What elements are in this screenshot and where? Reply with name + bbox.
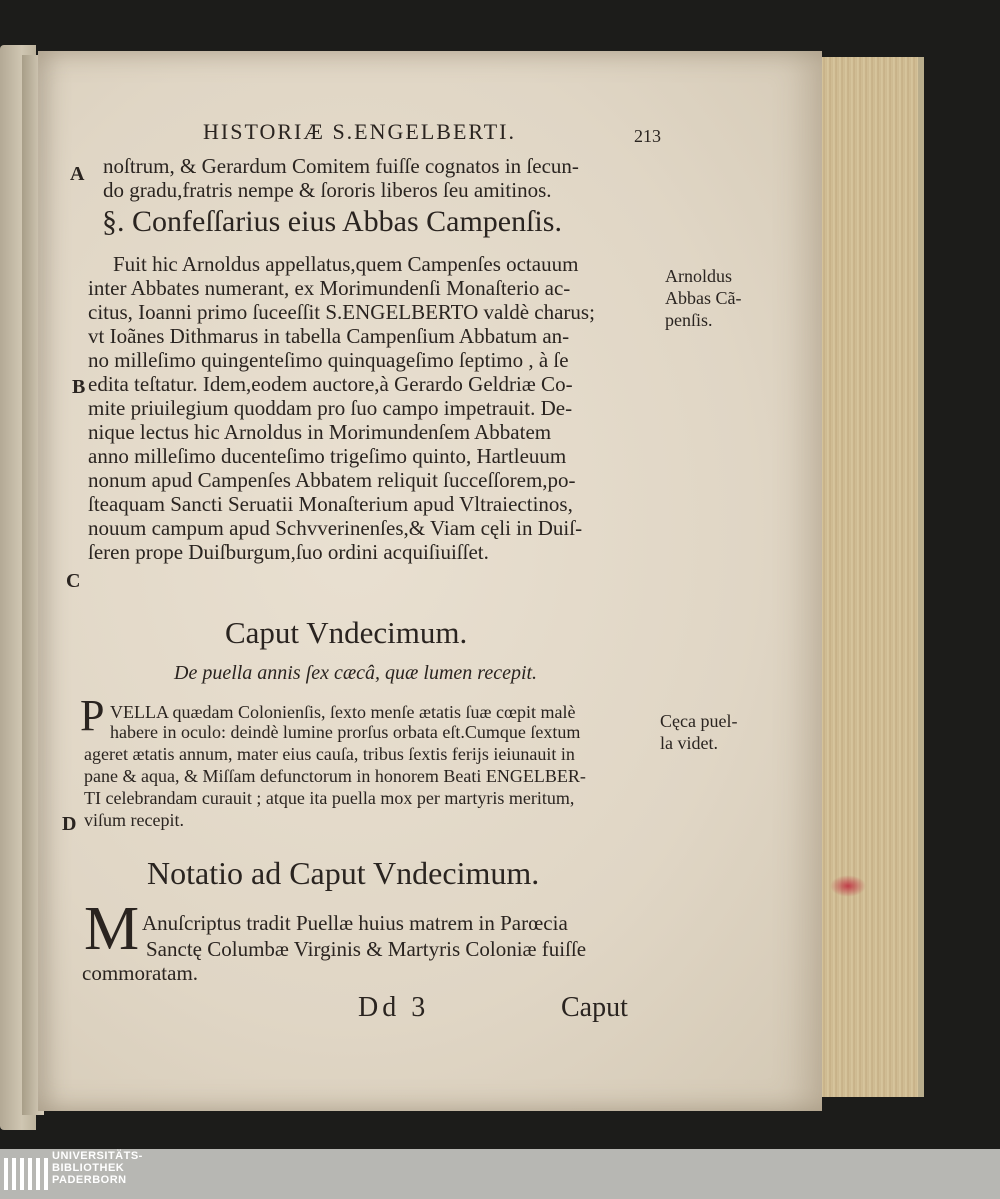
text-line: Fuit hic Arnoldus appellatus,quem Campenſes octauum — [113, 252, 579, 276]
drop-cap-p: P — [80, 691, 105, 740]
text-line: ageret ætatis annum, mater eius cauſa, tribus ſextis ferijs ieiunauit in — [84, 744, 575, 764]
text-line: nique lectus hic Arnoldus in Morimundenſem Abbatem — [88, 420, 552, 444]
section-heading: §. Confeſſarius eius Abbas Campenſis. — [102, 205, 562, 238]
side-note-line: Arnoldus — [665, 266, 732, 286]
drop-cap-m: M — [84, 895, 140, 963]
chapter-title: Caput Vndecimum. — [225, 615, 468, 650]
text-line: inter Abbates numerant, ex Morimundenſi Monaſterio ac- — [88, 276, 571, 300]
text-line: citus, Ioanni primo ſuceeſſit S.ENGELBERTO valdè charus; — [88, 300, 595, 324]
text-line: habere in oculo: deindè lumine prorſus orbata eſt.Cumque ſextum — [110, 722, 581, 742]
text-line: edita teſtatur. Idem,eodem auctore,à Gerardo Geldriæ Co- — [88, 372, 573, 396]
text-line: mite priuilegium quoddam pro ſuo campo impetrauit. De- — [88, 396, 573, 420]
text-line: nouum campum apud Schvverinenſes,& Viam cęli in Duiſ- — [88, 516, 583, 540]
side-note-line: Cęca puel- — [660, 711, 738, 731]
text-line: anno milleſimo ducenteſimo trigeſimo quinto, Hartleuum — [88, 444, 567, 468]
library-name-line: BIBLIOTHEK — [52, 1162, 125, 1174]
page-number: 213 — [634, 126, 661, 146]
text-line: viſum recepit. — [84, 810, 184, 830]
text-line: commoratam. — [82, 961, 199, 985]
text-line: VELLA quædam Colonienſis, ſexto menſe ætatis ſuæ cœpit malè — [110, 702, 576, 722]
text-line: nonum apud Campenſes Abbatem reliquit ſucceſſorem,po- — [88, 468, 576, 492]
side-note-line: Abbas Cã- — [665, 288, 742, 308]
text-line: do gradu,fratris nempe & ſororis liberos ſeu amitinos. — [103, 178, 552, 202]
side-note-line: la videt. — [660, 733, 718, 753]
running-head: HISTORIÆ S.ENGELBERTI. — [203, 119, 516, 144]
text-line: no milleſimo quingenteſimo quinquageſimo ſeptimo , à ſe — [88, 348, 569, 372]
text-line: Anuſcriptus tradit Puellæ huius matrem in Parœcia — [142, 911, 568, 935]
library-name-line: PADERBORN — [52, 1174, 127, 1186]
notatio-heading: Notatio ad Caput Vndecimum. — [147, 855, 540, 891]
library-name-line: UNIVERSITÄTS- — [52, 1150, 143, 1162]
text-line: Sanctę Columbæ Virginis & Martyris Coloniæ fuiſſe — [146, 937, 587, 961]
margin-letter-c: C — [66, 570, 81, 592]
margin-letter-a: A — [70, 163, 85, 185]
footer-bar — [0, 1149, 1000, 1199]
text-line: TI celebrandam curauit ; atque ita puella mox per martyris meritum, — [84, 788, 575, 808]
margin-letter-b: B — [72, 376, 86, 398]
text-line: ſeren prope Duiſburgum,ſuo ordini acquiſiuiſſet. — [88, 540, 489, 564]
signature-mark: Dd 3 — [358, 992, 430, 1023]
side-note-line: penſis. — [665, 310, 713, 330]
margin-letter-d: D — [62, 813, 77, 835]
text-line: ſteaquam Sancti Seruatii Monaſterium apud Vltraiectinos, — [88, 492, 573, 516]
university-library-logo-icon — [4, 1154, 48, 1194]
catchword: Caput — [561, 992, 628, 1023]
chapter-subtitle: De puella annis ſex cæcâ, quæ lumen recepit. — [174, 662, 538, 684]
library-name — [52, 1150, 143, 1186]
text-line: pane & aqua, & Miſſam defunctorum in honorem Beati ENGELBER- — [84, 766, 586, 786]
text-line: noſtrum, & Gerardum Comitem fuiſſe cognatos in ſecun- — [103, 154, 579, 178]
text-line: vt Ioãnes Dithmarus in tabella Campenſium Abbatum an- — [88, 324, 570, 348]
